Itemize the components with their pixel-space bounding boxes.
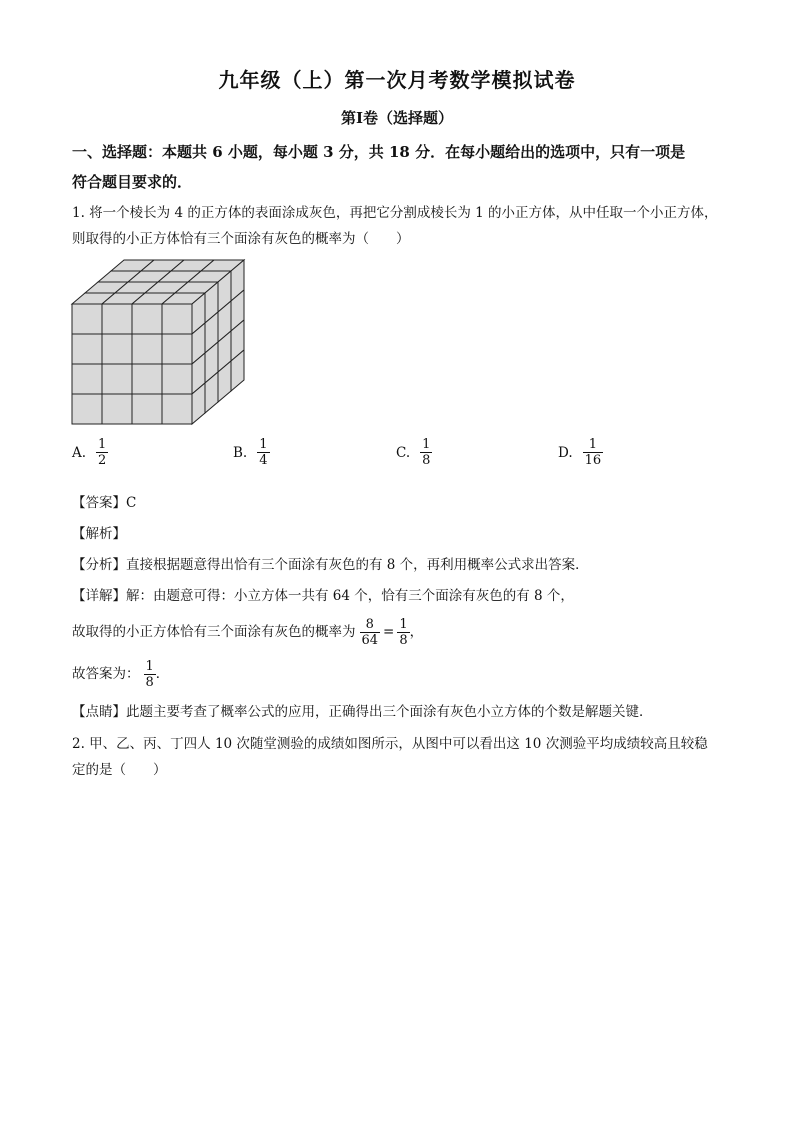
xiangjie-text: 解：由题意可得：小立方体一共有 64 个，恰有三个面涂有灰色的有 8 个， (126, 588, 574, 604)
final-answer-denominator: 8 (145, 674, 154, 690)
option-a-denominator: 2 (98, 453, 107, 468)
final-answer-suffix: ． (155, 666, 170, 682)
cube-front-cell (72, 304, 102, 334)
option-c-denominator: 8 (422, 453, 431, 468)
final-answer-line (72, 656, 732, 692)
fenxi-text: 直接根据题意得出恰有三个面涂有灰色的有 8 个，再利用概率公式求出答案． (126, 557, 589, 573)
option-d-denominator: 16 (584, 453, 602, 468)
question-2-stem (72, 731, 732, 783)
option-a[interactable] (72, 437, 108, 468)
answer-value: C (126, 495, 137, 511)
fenxi-label: 【分析】 (72, 557, 126, 573)
analysis-label: 【解析】 (72, 526, 126, 542)
option-c-numerator: 1 (422, 437, 431, 452)
question-1-line1: 1. 将一个棱长为 4 的正方体的表面涂成灰色，再把它分割成棱长为 1 的小正方体，从中任取一个小正方体， (72, 205, 718, 221)
question-2-line1: 2. 甲、乙、丙、丁四人 10 次随堂测验的成绩如图所示，从图中可以看出这 10 次测验平均成绩较高且较稳 (72, 736, 708, 752)
option-a-fraction (96, 437, 108, 468)
answer-line (72, 490, 732, 516)
probability-prefix: 故取得的小正方体恰有三个面涂有灰色的概率为 (72, 624, 356, 640)
cube-front-cell (132, 364, 162, 394)
option-d[interactable] (558, 437, 603, 468)
option-c-letter: C. (396, 444, 411, 461)
cube-front-cell (162, 364, 192, 394)
probability-line (72, 614, 732, 650)
dianjing-line (72, 699, 732, 725)
option-b-numerator: 1 (259, 437, 268, 452)
probability-fraction-2-denominator: 8 (399, 632, 408, 648)
cube-front-cell (132, 334, 162, 364)
cube-front-cell (102, 334, 132, 364)
dianjing-text: 此题主要考查了概率公式的应用，正确得出三个面涂有灰色小立方体的个数是解题关键． (126, 704, 653, 720)
option-a-numerator: 1 (98, 437, 107, 452)
option-b[interactable] (233, 437, 270, 468)
page-title: 九年级（上）第一次月考数学模拟试卷 (218, 68, 576, 92)
cube-front-cell (102, 304, 132, 334)
cube-front-cell (132, 304, 162, 334)
final-answer-prefix: 故答案为： (72, 666, 140, 682)
xiangjie-line (72, 583, 732, 609)
cube-front-cell (132, 394, 162, 424)
page-subtitle: 第Ⅰ卷（选择题） (340, 109, 454, 127)
question-2-line2: 定的是（ ） (72, 762, 167, 778)
answer-label: 【答案】 (72, 495, 126, 511)
probability-fraction-2-numerator: 1 (399, 616, 408, 632)
cube-front-cell (162, 304, 192, 334)
dianjing-label: 【点睛】 (72, 704, 126, 720)
cube-front-cell (72, 364, 102, 394)
probability-fraction-2 (397, 617, 409, 648)
fenxi-line (72, 552, 732, 578)
xiangjie-label: 【详解】 (72, 588, 126, 604)
cube-front-cell (102, 394, 132, 424)
question-1-stem (72, 200, 732, 252)
cube-figure (70, 256, 250, 428)
question-1-line2: 则取得的小正方体恰有三个面涂有灰色的概率为（ ） (72, 231, 410, 247)
cube-front-cell (162, 394, 192, 424)
section-heading-line1: 一、选择题：本题共 6 小题，每小题 3 分，共 18 分．在每小题给出的选项中，只有一项是 (72, 143, 686, 161)
option-c-fraction (420, 437, 432, 468)
section-heading-line2: 符合题目要求的． (72, 173, 193, 191)
option-d-fraction (583, 437, 604, 468)
probability-fraction-1-denominator: 64 (361, 632, 379, 648)
cube-front-cell (162, 334, 192, 364)
option-d-letter: D. (558, 444, 573, 461)
option-b-denominator: 4 (259, 453, 268, 468)
probability-equals: = (383, 624, 395, 640)
cube-front-cell (72, 334, 102, 364)
option-d-numerator: 1 (588, 437, 598, 452)
final-answer-numerator: 1 (145, 658, 154, 674)
option-a-letter: A. (72, 444, 87, 461)
probability-suffix: ， (409, 624, 424, 640)
option-b-fraction (257, 437, 269, 468)
probability-fraction-1 (360, 617, 381, 648)
section-heading (72, 137, 732, 197)
option-c[interactable] (396, 437, 432, 468)
probability-fraction-1-numerator: 8 (365, 616, 374, 632)
cube-front-cell (72, 394, 102, 424)
option-b-letter: B. (233, 444, 248, 461)
cube-front-cell (102, 364, 132, 394)
final-answer-fraction (144, 659, 156, 690)
